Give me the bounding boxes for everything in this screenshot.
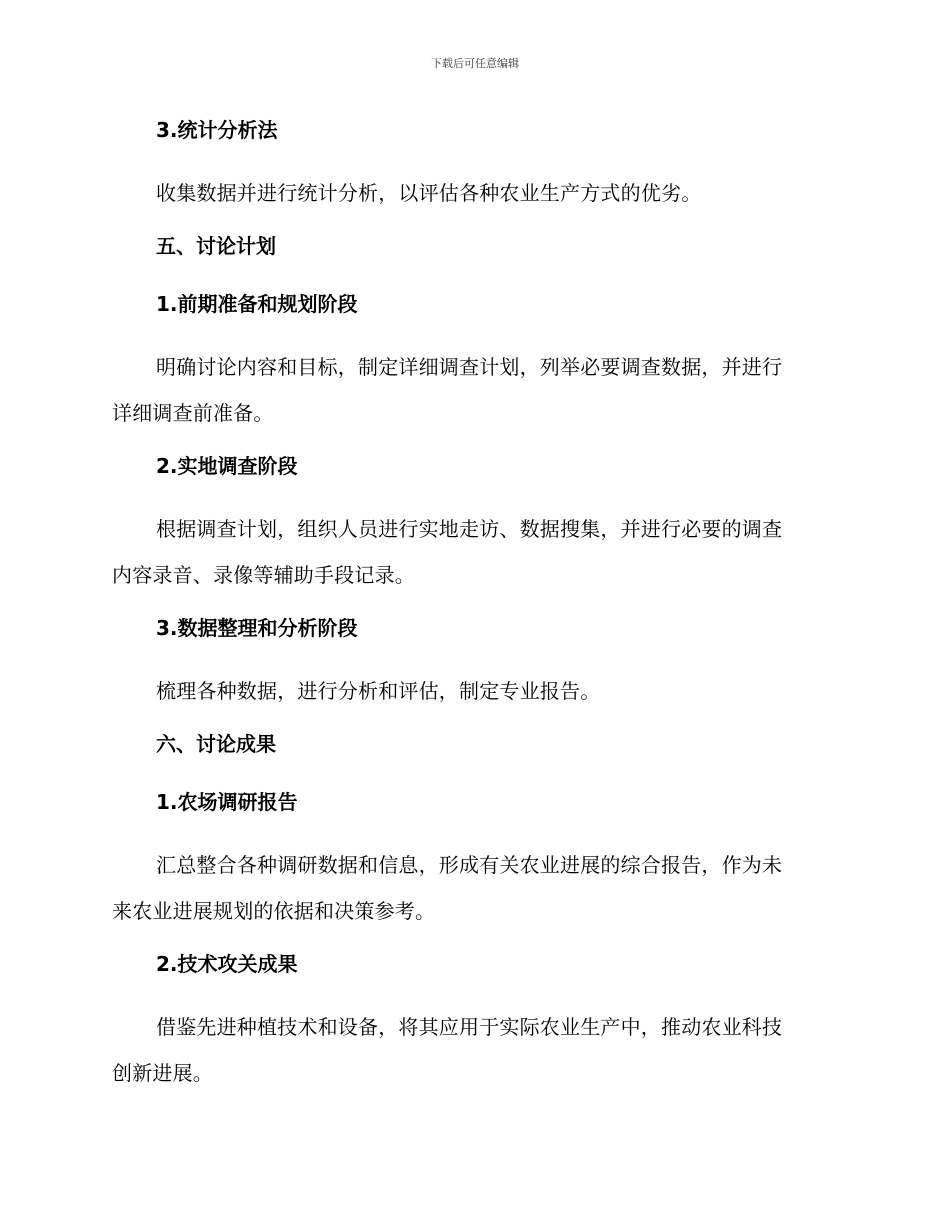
section-heading-technical-results: 2.技术攻关成果	[156, 952, 298, 976]
document-body	[112, 112, 832, 1096]
paragraph-line: 汇总整合各种调研数据和信息，形成有关农业进展的综合报告，作为未	[156, 853, 783, 877]
paragraph-line: 详细调查前准备。	[112, 401, 274, 425]
paragraph-line: 内容录音、录像等辅助手段记录。	[112, 563, 415, 587]
paragraph-statistical-analysis: 收集数据并进行统计分析，以评估各种农业生产方式的优劣。	[156, 181, 702, 205]
paragraph-technical-results	[112, 1004, 832, 1096]
paragraph-line: 来农业进展规划的依据和决策参考。	[112, 899, 436, 923]
section-heading-farm-research-report: 1.农场调研报告	[156, 790, 298, 814]
section-heading-data-analysis-stage: 3.数据整理和分析阶段	[156, 616, 358, 640]
paragraph-preparation-stage	[112, 344, 832, 436]
section-heading-statistical-analysis: 3.统计分析法	[156, 118, 278, 142]
section-heading-discussion-plan: 五、讨论计划	[156, 234, 276, 258]
page-header-note: 下载后可任意编辑	[431, 57, 519, 70]
paragraph-line: 创新进展。	[112, 1061, 213, 1085]
paragraph-line: 借鉴先进种植技术和设备，将其应用于实际农业生产中，推动农业科技	[156, 1015, 783, 1039]
section-heading-discussion-results: 六、讨论成果	[156, 732, 276, 756]
paragraph-line: 根据调查计划，组织人员进行实地走访、数据搜集，并进行必要的调查	[156, 517, 783, 541]
paragraph-data-analysis-stage: 梳理各种数据，进行分析和评估，制定专业报告。	[156, 679, 601, 703]
paragraph-farm-research-report	[112, 842, 832, 934]
paragraph-line: 明确讨论内容和目标，制定详细调查计划，列举必要调查数据，并进行	[156, 355, 783, 379]
section-heading-preparation-stage: 1.前期准备和规划阶段	[156, 292, 358, 316]
section-heading-field-survey-stage: 2.实地调查阶段	[156, 454, 298, 478]
paragraph-field-survey-stage	[112, 506, 832, 598]
